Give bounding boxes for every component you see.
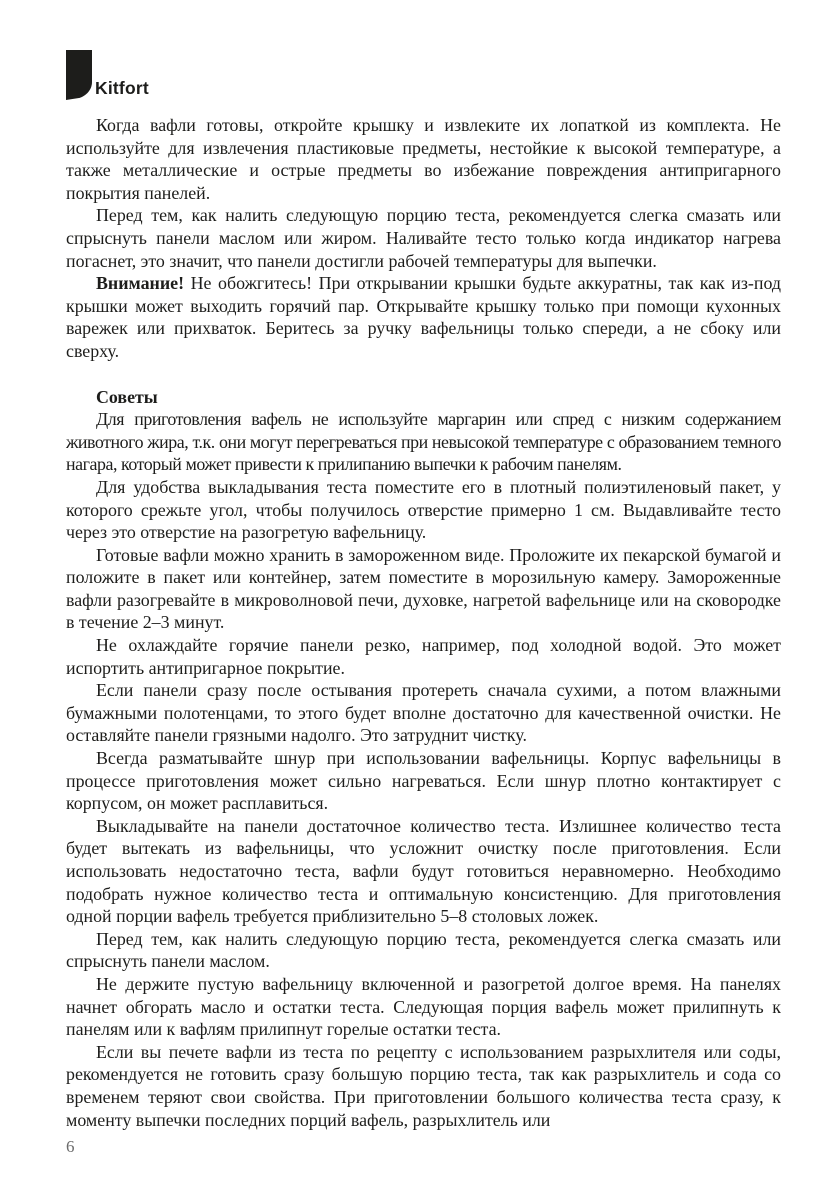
tip-paragraph: Готовые вафли можно хранить в замороженном виде. Проложите их пекарской бумагой и положите в пакет или контейнер, затем поместите в морозильную камеру. Замороженные вафли разогревайте в микроволновой печи, духовке, нагретой вафельнице или на сковородке в течение 2–3 минут.: [66, 544, 781, 633]
tip-paragraph: Всегда разматывайте шнур при использовании вафельницы. Корпус вафельницы в процессе приготовления может сильно нагреваться. Если шнур плотно контактирует с корпусом, он может расплавиться.: [66, 748, 781, 814]
warning-paragraph: [66, 272, 781, 362]
brand-name: Kitfort: [95, 78, 149, 98]
tip-paragraph: Перед тем, как налить следующую порцию теста, рекомендуется слегка смазать или спрыснуть панели маслом.: [66, 928, 781, 972]
tip-paragraph: Для удобства выкладывания теста поместите его в плотный полиэтиленовый пакет, у которого срежьте угол, чтобы получилось отверстие примерно 1 см. Выдавливайте тесто через это отверстие на разогретую вафельницу.: [66, 476, 781, 543]
tip-paragraph: Не охлаждайте горячие панели резко, например, под холодной водой. Это может испортить антипригарное покрытие.: [66, 635, 781, 678]
kitfort-logo: [66, 50, 186, 100]
tip-paragraph: Выкладывайте на панели достаточное количество теста. Излишнее количество теста будет вытекать из вафельницы, что усложнит очистку после приготовления. Если использовать недостаточно теста, вафли будут готовиться неравномерно. Необходимо подобрать нужное количество теста и оптимальную консистенцию. Для приготовления одной порции вафель требуется приблизительно 5–8 столовых ложек.: [66, 815, 781, 927]
warning-label: Внимание!: [96, 273, 185, 294]
tip-paragraph: Если вы печете вафли из теста по рецепту с использованием разрыхлителя или соды, рекомендуется не готовить сразу большую порцию теста, так как разрыхлитель и сода со временем теряют свои свойства. При приготовлении большого количества теста сразу, к моменту выпечки последних порций вафель, разрыхлитель или: [66, 1041, 781, 1130]
paragraph: Когда вафли готовы, откройте крышку и извлеките их лопаткой из комплекта. Не используйте для извлечения пластиковые предметы, нестойкие к высокой температуре, а также металлические и острые предметы во избежание повреждения антипригарного покрытия панелей.: [66, 115, 781, 203]
page-number: 6: [66, 1137, 75, 1156]
tip-paragraph: Если панели сразу после остывания протереть сначала сухими, а потом влажными бумажными полотенцами, то этого будет вполне достаточно для качественной очистки. Не оставляйте панели грязными надолго. Это затруднит чистку.: [66, 680, 781, 746]
tip-paragraph: Для приготовления вафель не используйте маргарин или спред с низким содержанием животного жира, т.к. они могут перегреваться при невысокой температуре с образованием темного нагара, который может привести к прилипанию выпечки к рабочим панелям.: [66, 409, 781, 475]
paragraph: Перед тем, как налить следующую порцию теста, рекомендуется слегка смазать или спрыснуть панели маслом или жиром. Наливайте тесто только когда индикатор нагрева погаснет, это значит, что панели достигли рабочей температуры для выпечки.: [66, 205, 781, 271]
section-gap: [66, 363, 781, 386]
kitfort-logo-icon: [66, 50, 92, 100]
warning-text: Не обожгитесь! При открывании крышки будьте аккуратны, так как из-под крышки может выходить горячий пар. Открывайте крышку только при помощи кухонных варежек или прихваток. Беритесь за ручку вафельницы только спереди, а не сбоку или сверху.: [66, 273, 781, 361]
tip-paragraph: Не держите пустую вафельницу включенной и разогретой долгое время. На панелях начнет обгорать масло и остатки теста. Следующая порция вафель может прилипнуть к панелям или к вафлям прилипнут горелые остатки теста.: [66, 973, 781, 1040]
section-heading: Советы: [96, 386, 158, 407]
document-body: [66, 114, 781, 1131]
